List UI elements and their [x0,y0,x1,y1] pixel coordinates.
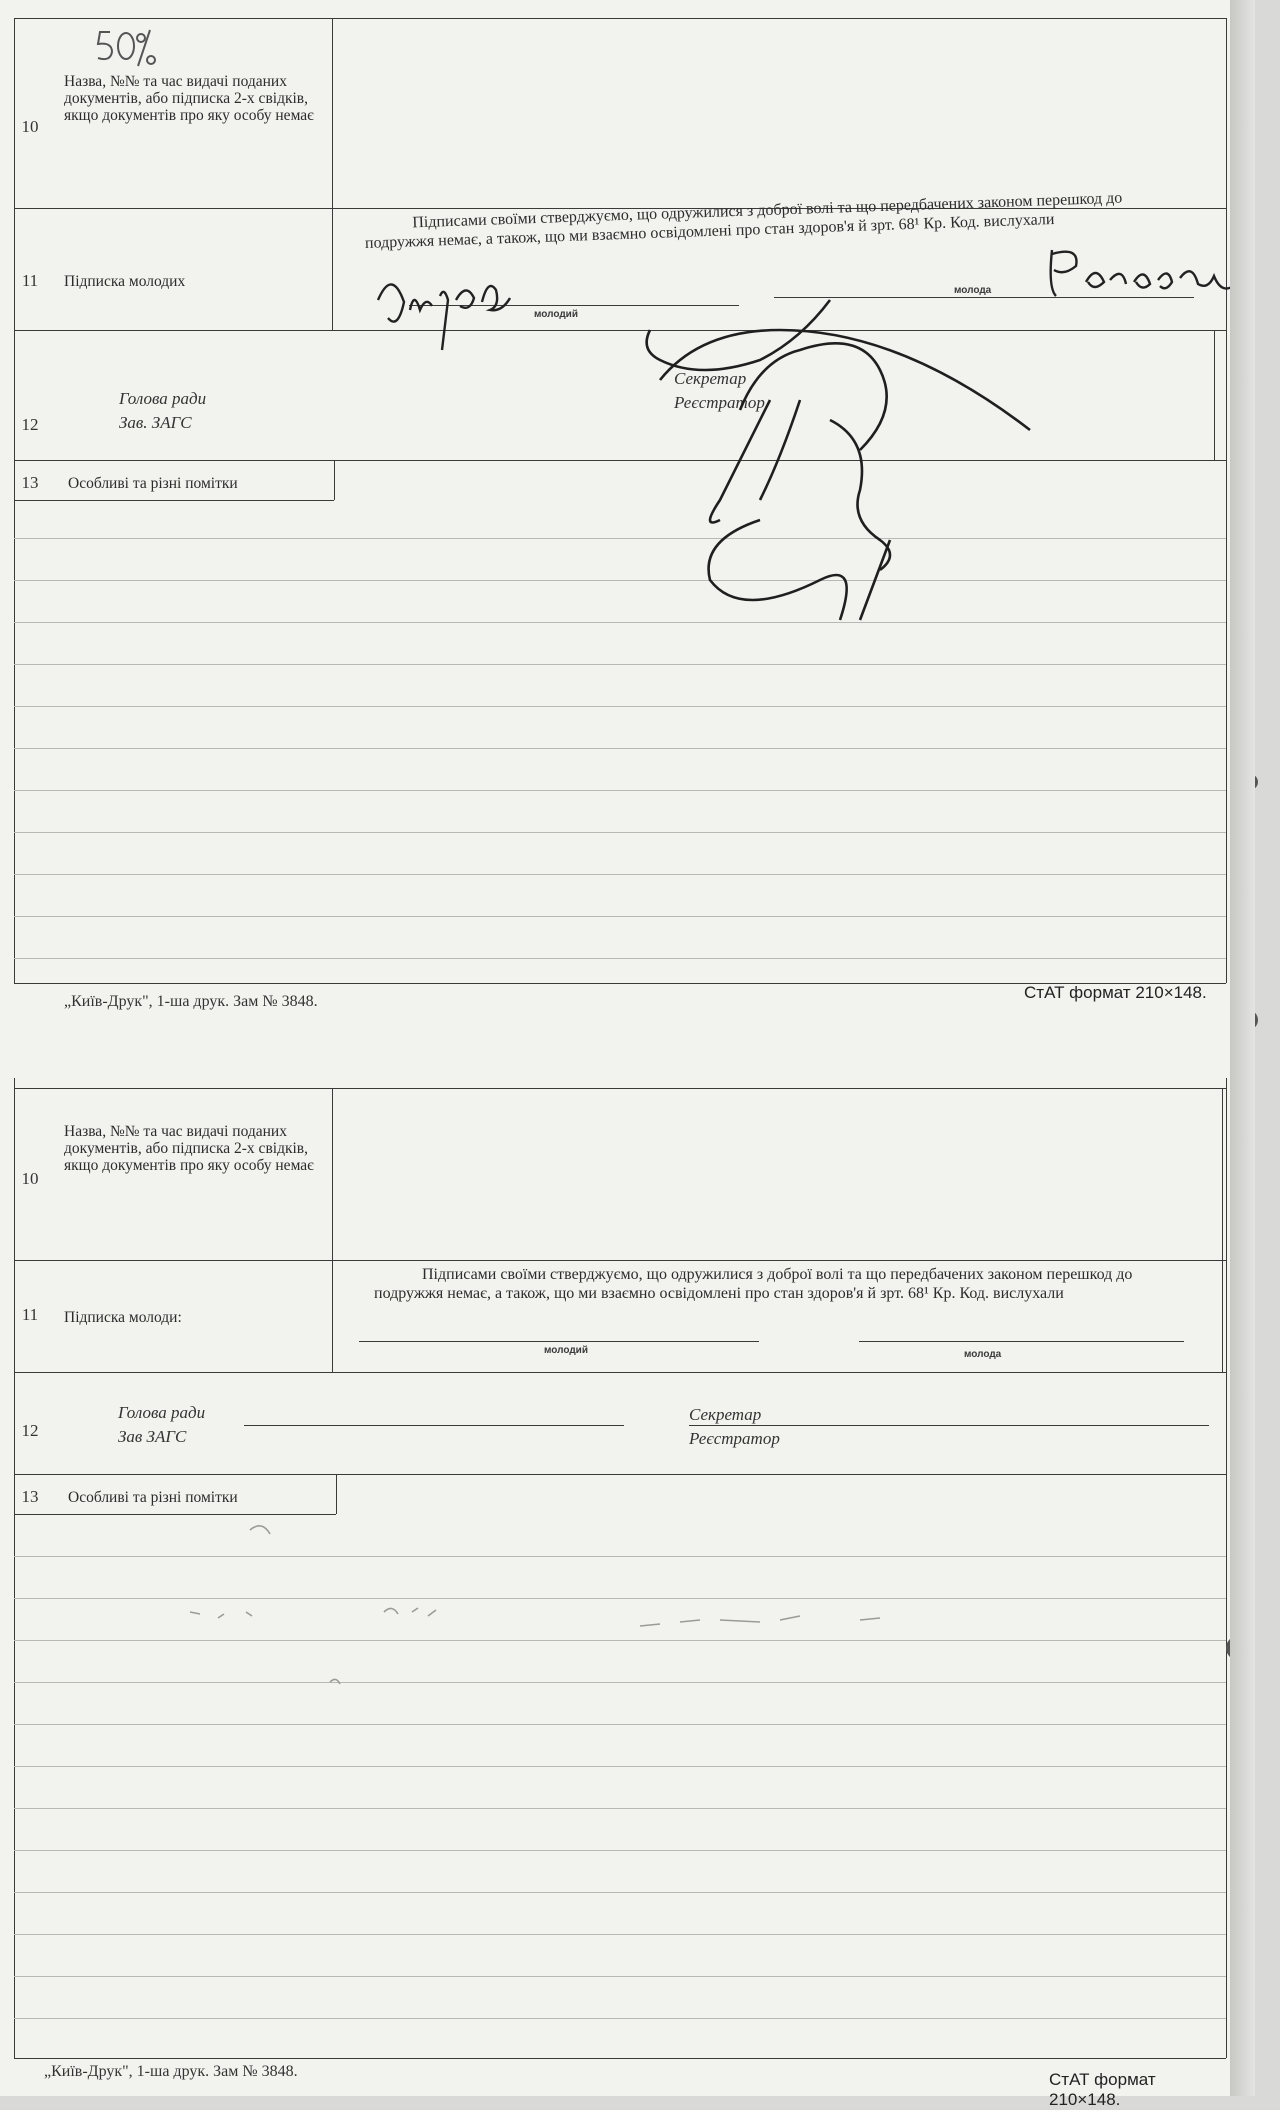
ruled-line [14,916,1226,917]
row-label: Назва, №№ та час видачі поданих документів, або підписка 2-х свідків, якщо документів про яку особу немає [64,73,314,124]
zags-label: Зав ЗАГС [118,1427,187,1446]
frame-right [1226,1078,1227,2058]
head-signature-line [244,1425,624,1426]
ruled-line [14,1640,1226,1641]
row-number: 13 [21,1487,39,1506]
row-13 [14,460,1226,501]
groom-caption: молодий [544,1345,588,1356]
remarks-header-line [14,500,334,501]
row-number: 11 [21,1305,39,1324]
row-11 [14,1260,1226,1373]
ruled-line [14,538,1226,539]
row-12 [14,1372,1226,1475]
ruled-line [14,706,1226,707]
row-number: 12 [21,415,39,434]
frame-right [1226,18,1227,983]
secretary-label: Секретар [674,369,747,388]
row-label: Підписка молоди: [64,1309,182,1326]
consent-statement: Підписами своїми стверджуємо, що одружилися з доброї волі та що передбачених законом перешкод до подружжя немає, а також, що ми взаємно освідомлені про стан здоров'я й зрт. 68¹ Кр. Код. вислухали [364,189,1123,252]
head-label: Голова ради [119,389,207,408]
format-note: СтАТ формат 210×148. [1049,2070,1156,2109]
row-13 [14,1474,1226,1515]
ruled-line [14,1766,1226,1767]
consent-statement: Підписами своїми стверджуємо, що одружилися з доброї волі та що передбачених законом перешкод до подружжя немає, а також, що ми взаємно освідомлені про стан здоров'я й зрт. 68¹ Кр. Код. вислухали [374,1266,1133,1302]
ruled-line [14,1556,1226,1557]
secretary-signature-line [689,1425,1209,1426]
row-label: Підписка молодих [64,273,186,290]
row-number: 10 [21,117,39,136]
page-edge [1230,0,1255,2096]
bride-caption: молода [954,285,992,296]
row-10 [14,18,1226,209]
row-label: Назва, №№ та час видачі поданих документів, або підписка 2-х свідків, якщо документів про яку особу немає [64,1123,314,1174]
zags-label: Зав. ЗАГС [119,413,192,432]
remarks-header-line [14,1514,336,1515]
row-label: Особливі та різні помітки [68,475,238,492]
ruled-line [14,1892,1226,1893]
format-note: СтАТ формат 210×148. [1024,983,1207,1002]
ruled-line [14,580,1226,581]
ruled-line [14,1976,1226,1977]
ruled-line [14,622,1226,623]
form-bottom [14,1078,1226,2109]
row-label: Особливі та різні помітки [68,1489,238,1506]
row-number: 12 [21,1421,39,1440]
row-number: 11 [21,271,39,290]
ruled-line [14,874,1226,875]
row-number: 13 [21,473,39,492]
row-12 [14,330,1226,461]
ruled-line [14,958,1226,959]
groom-caption: молодий [534,309,578,320]
row-10 [14,1088,1226,1261]
registrar-label: Реєстратор [689,1429,780,1448]
print-shop-note: „Київ-Друк", 1-ша друк. Зам № 3848. [64,993,318,1010]
ruled-line [14,832,1226,833]
frame-bottom [14,2058,1226,2059]
ruled-line [14,1598,1226,1599]
ruled-line [14,790,1226,791]
ruled-line [14,664,1226,665]
groom-signature-line [409,305,739,306]
ruled-line [14,1808,1226,1809]
ruled-line [14,1724,1226,1725]
row-number: 10 [21,1169,39,1188]
secretary-label: Секретар [689,1405,762,1424]
print-shop-note: „Київ-Друк", 1-ша друк. Зам № 3848. [44,2063,298,2080]
ruled-line [14,1934,1226,1935]
ruled-line [14,1850,1226,1851]
column-divider [334,460,335,500]
registrar-label: Реєстратор [674,393,765,412]
bride-signature-line [774,297,1194,298]
ruled-line [14,2018,1226,2019]
head-label: Голова ради [118,1403,206,1422]
ruled-line [14,748,1226,749]
bride-signature-line [859,1341,1184,1342]
column-divider [336,1474,337,1514]
row-11 [14,189,1226,331]
groom-signature-line [359,1341,759,1342]
bride-caption: молода [964,1349,1002,1360]
ruled-line [14,1682,1226,1683]
column-divider [1214,330,1215,460]
form-top [14,18,1226,1010]
